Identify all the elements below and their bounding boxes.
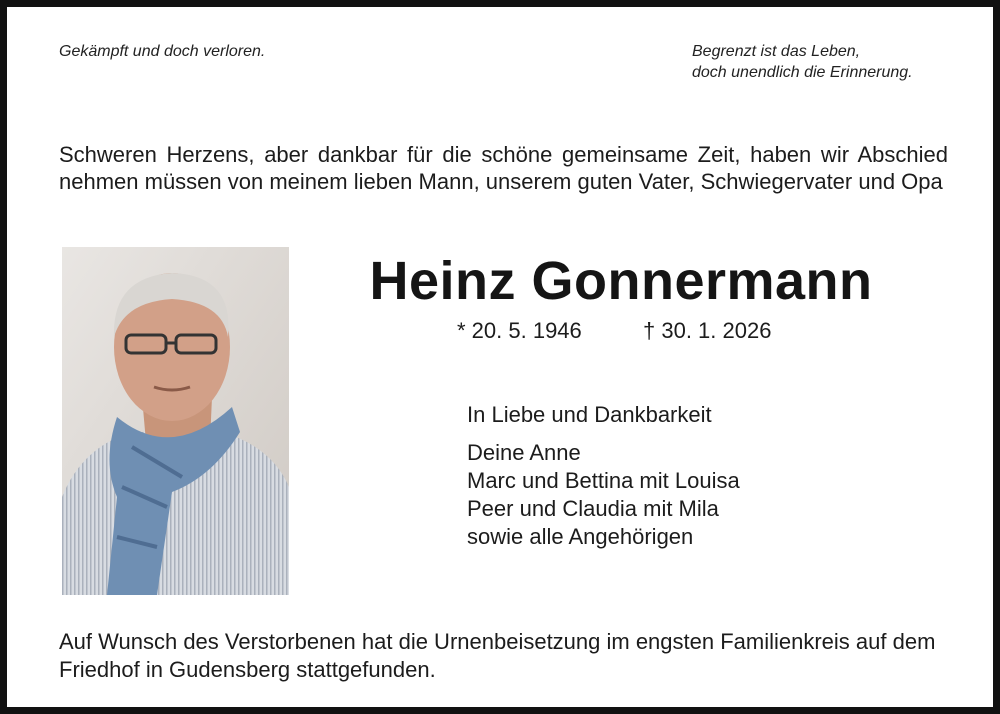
family-signature: [467, 401, 740, 551]
motto-right-line-1: Begrenzt ist das Leben,: [692, 43, 861, 60]
family-member: Marc und Bettina mit Louisa: [467, 468, 740, 493]
death-date: † 30. 1. 2026: [643, 318, 772, 343]
motto-right-line-2: doch unendlich die Erinnerung.: [692, 64, 913, 81]
signoff-text: In Liebe und Dankbarkeit: [467, 402, 712, 427]
intro-text: Schweren Herzens, aber dankbar für die schöne gemeinsame Zeit, haben wir Abschied nehmen müssen von meinem lieben Mann, unserem guten Vater, Schwiegervater und Opa: [59, 142, 948, 194]
portrait-photo: [62, 247, 289, 595]
birth-date: * 20. 5. 1946: [457, 318, 582, 343]
motto-left: Gekämpft und doch verloren.: [59, 43, 266, 60]
deceased-name: Heinz Gonnermann: [369, 251, 873, 311]
motto-right: [692, 41, 913, 83]
family-member: Deine Anne: [467, 440, 581, 465]
closing-text: Auf Wunsch des Verstorbenen hat die Urnenbeisetzung im engsten Familienkreis auf dem Friedhof in Gudensberg stattgefunden.: [59, 629, 936, 682]
family-member: Peer und Claudia mit Mila: [467, 496, 719, 521]
family-member: sowie alle Angehörigen: [467, 524, 694, 549]
